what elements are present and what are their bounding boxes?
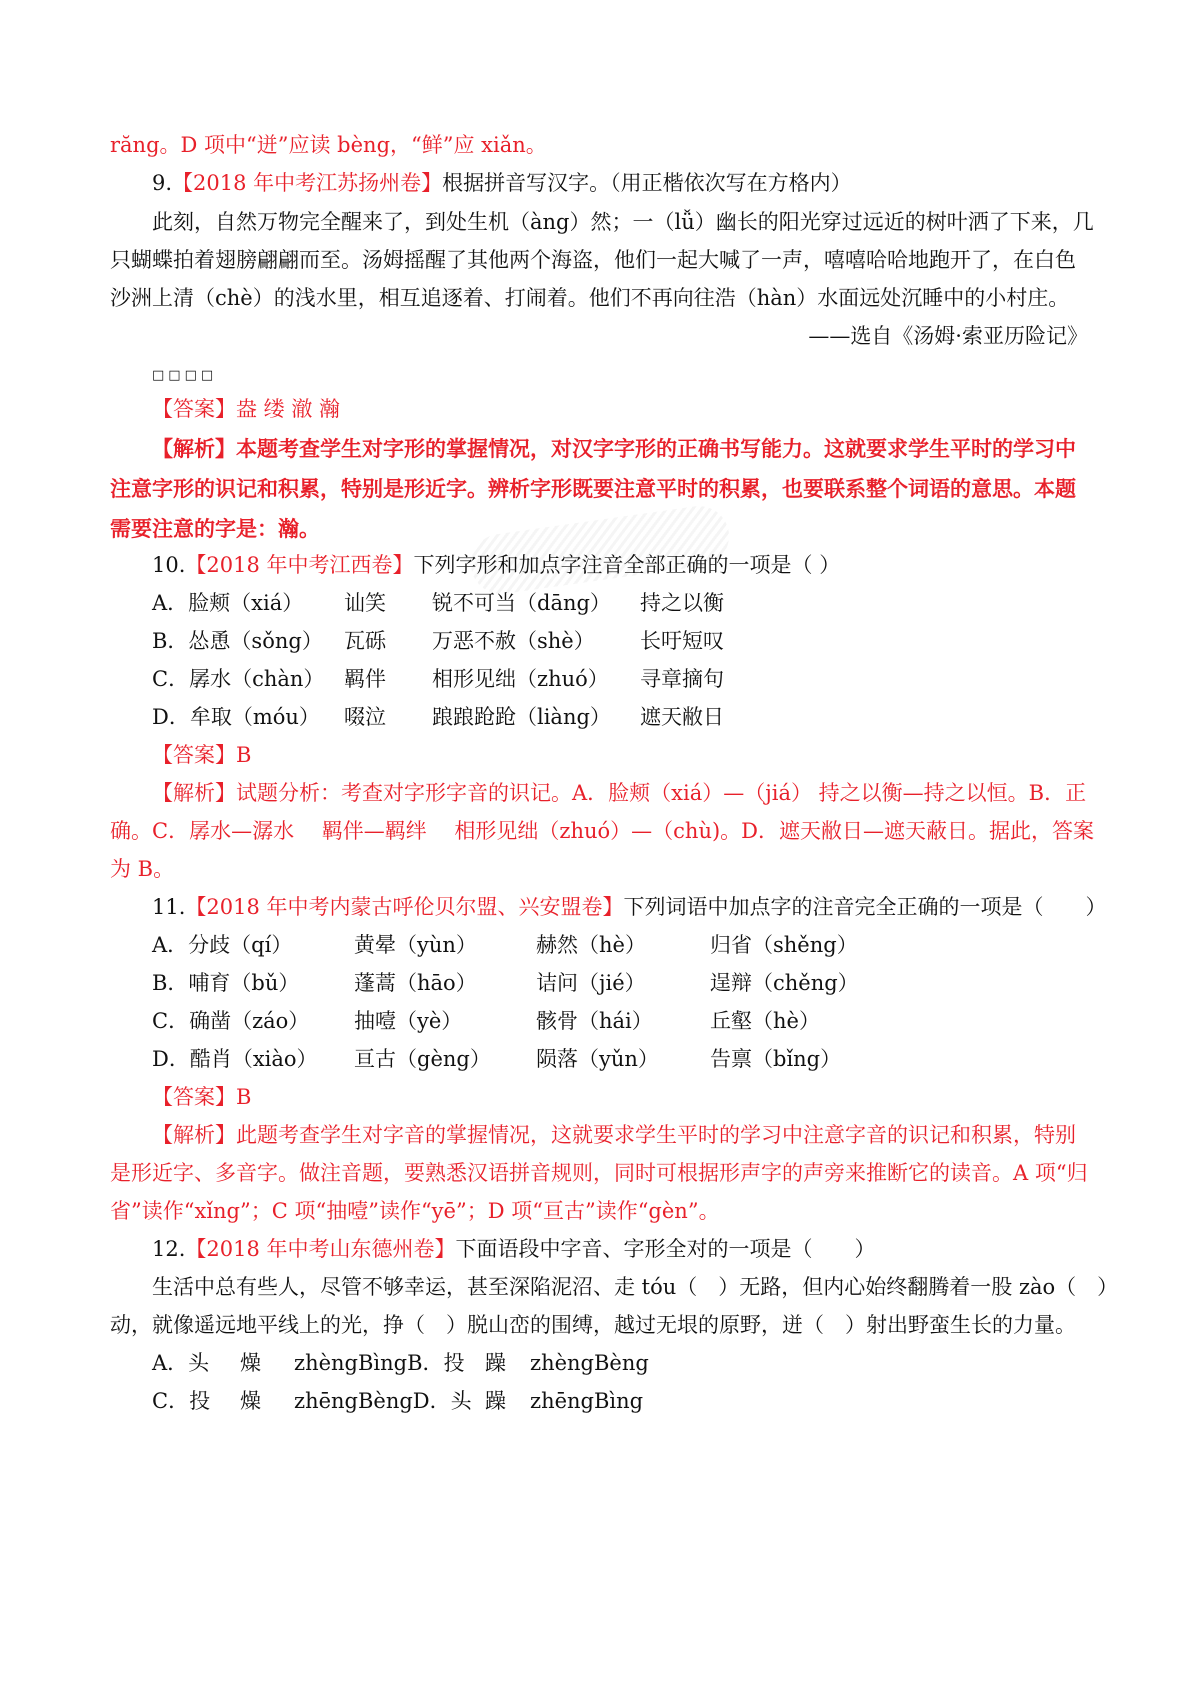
- question-number: 12.: [152, 1237, 186, 1261]
- option-cell: 告禀（bǐng）: [710, 1047, 842, 1071]
- passage-line: 只蝴蝶拍着翅膀翩翩而至。汤姆摇醒了其他两个海盗，他们一起大喊了一声，嘻嘻哈哈地跑开了，在白色: [110, 248, 1076, 272]
- option-cell: 燥: [240, 1351, 261, 1375]
- question-11-header: [152, 893, 1107, 921]
- answer-line: 【答案】盎 缕 澈 瀚: [152, 397, 341, 421]
- question-stem: 根据拼音写汉字。（用正楷依次写在方格内）: [442, 171, 852, 195]
- option-cell: 亘古（gèng）: [354, 1047, 491, 1071]
- option-cell: 骸骨（hái）: [536, 1009, 653, 1033]
- passage-line: 动，就像遥远地平线上的光，挣（ ）脱山峦的围缚，越过无垠的原野，迸（ ）射出野蛮生长的力量。: [110, 1313, 1076, 1337]
- passage-citation: ——选自《汤姆·索亚历险记》: [808, 324, 1088, 348]
- question-source: 【2018 年中考江苏扬州卷】: [172, 171, 443, 195]
- option-cell: zhēngBèngD．头: [294, 1389, 472, 1413]
- analysis-line: 为 B。: [110, 857, 175, 881]
- answer-line: 【答案】B: [152, 1085, 252, 1109]
- analysis-line: 省”读作“xǐng”；C 项“抽噎”读作“yē”；D 项“亘古”读作“gèn”。: [110, 1199, 720, 1223]
- passage-line: 沙洲上清（chè）的浅水里，相互追逐着、打闹着。他们不再向往浩（hàn）水面远处沉睡中的小村庄。: [110, 286, 1070, 310]
- option-cell: 锐不可当（dāng）: [432, 591, 611, 615]
- question-stem: 下列字形和加点字注音全部正确的一项是（ ）: [413, 553, 841, 577]
- option-cell: zhèngBìngB．投: [294, 1351, 465, 1375]
- option-cell: 诘问（jié）: [536, 971, 646, 995]
- option-cell: B．怂恿（sǒng）: [152, 629, 323, 653]
- answer-line: 【答案】B: [152, 743, 252, 767]
- question-number: 11.: [152, 895, 186, 919]
- analysis-line: 【解析】此题考查学生对字音的掌握情况，这就要求学生平时的学习中注意字音的识记和积累，特别: [152, 1123, 1076, 1147]
- question-source: 【2018 年中考山东德州卷】: [185, 1237, 456, 1261]
- analysis-line: 确。C．孱水—潺水 羁伴—羁绊 相形见绌（zhuó）—（chù)。D．遮天敝日—遮天蔽日。据此，答案: [110, 819, 1095, 843]
- option-cell: 万恶不赦（shè）: [432, 629, 595, 653]
- option-cell: 躁: [485, 1351, 506, 1375]
- answer-boxes: □□□□: [152, 368, 218, 383]
- analysis-line: 注意字形的识记和积累，特别是形近字。辨析字形既要注意平时的积累，也要联系整个词语的意思。本题: [110, 477, 1076, 501]
- option-cell: zhēngBìng: [530, 1389, 644, 1413]
- option-cell: 羁伴: [344, 667, 386, 691]
- option-cell: zhèngBèng: [530, 1351, 649, 1375]
- question-number: 10.: [152, 553, 186, 577]
- analysis-line: 是形近字、多音字。做注音题，要熟悉汉语拼音规则，同时可根据形声字的声旁来推断它的读音。A 项“归: [110, 1161, 1088, 1185]
- option-cell: B．哺育（bǔ）: [152, 971, 300, 995]
- option-cell: 长吁短叹: [640, 629, 724, 653]
- option-cell: 瓦砾: [344, 629, 386, 653]
- option-cell: 黄晕（yùn）: [354, 933, 477, 957]
- option-cell: C．投: [152, 1389, 211, 1413]
- option-cell: C．确凿（záo）: [152, 1009, 310, 1033]
- question-source: 【2018 年中考内蒙古呼伦贝尔盟、兴安盟卷】: [185, 895, 624, 919]
- option-cell: 相形见绌（zhuó）: [432, 667, 609, 691]
- option-cell: D．牟取（móu）: [152, 705, 320, 729]
- option-cell: A．头: [152, 1351, 210, 1375]
- option-cell: 持之以衡: [640, 591, 724, 615]
- analysis-line: 需要注意的字是：瀚。: [110, 517, 320, 541]
- option-cell: 啜泣: [344, 705, 386, 729]
- option-cell: 蓬蒿（hāo）: [354, 971, 477, 995]
- option-cell: 踉踉跄跄（liàng）: [432, 705, 611, 729]
- option-cell: D．酷肖（xiào）: [152, 1047, 318, 1071]
- question-stem: 下面语段中字音、字形全对的一项是（ ）: [455, 1237, 876, 1261]
- option-cell: A．脸颊（xiá）: [152, 591, 304, 615]
- question-9-header: [152, 169, 1090, 197]
- option-cell: 陨落（yǔn）: [536, 1047, 659, 1071]
- option-cell: 讪笑: [344, 591, 386, 615]
- option-cell: 遮天敝日: [640, 705, 724, 729]
- analysis-line: 【解析】试题分析：考查对字形字音的识记。A．脸颊（xiá）—（jiá） 持之以衡—持之以恒。B．正: [152, 781, 1087, 805]
- option-cell: 赫然（hè）: [536, 933, 646, 957]
- option-cell: 燥: [240, 1389, 261, 1413]
- question-stem: 下列词语中加点字的注音完全正确的一项是（ ）: [623, 895, 1107, 919]
- passage-line: 此刻，自然万物完全醒来了，到处生机（àng）然；一（lǚ）幽长的阳光穿过远近的树叶洒了下来，几: [152, 210, 1094, 234]
- question-10-header: [152, 551, 1090, 579]
- option-cell: 躁: [485, 1389, 506, 1413]
- option-cell: 逞辩（chěng）: [710, 971, 859, 995]
- option-cell: 归省（shěng）: [710, 933, 858, 957]
- question-number: 9.: [152, 171, 173, 195]
- option-cell: 丘壑（hè）: [710, 1009, 820, 1033]
- option-cell: 抽噎（yè）: [354, 1009, 463, 1033]
- option-cell: A．分歧（qí）: [152, 933, 293, 957]
- passage-line: 生活中总有些人，尽管不够幸运，甚至深陷泥沼、走 tóu（ ）无路，但内心始终翻腾着一股 zào（ ）: [152, 1275, 1119, 1299]
- question-source: 【2018 年中考江西卷】: [185, 553, 414, 577]
- option-cell: 寻章摘句: [640, 667, 724, 691]
- option-cell: C．孱水（chàn）: [152, 667, 325, 691]
- answer-continuation: răng。D 项中“迸”应读 bèng，“鲜”应 xiǎn。: [110, 133, 547, 157]
- question-12-header: [152, 1235, 1090, 1263]
- analysis-line: 【解析】本题考查学生对字形的掌握情况，对汉字字形的正确书写能力。这就要求学生平时的学习中: [152, 437, 1076, 461]
